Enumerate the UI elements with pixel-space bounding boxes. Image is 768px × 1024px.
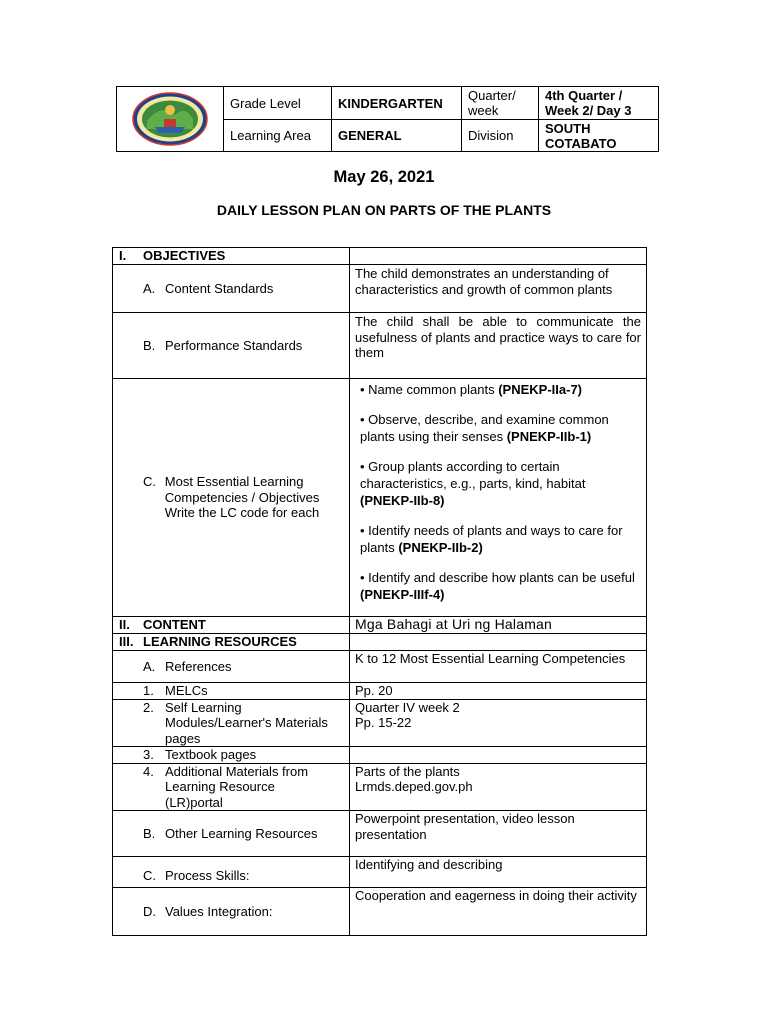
item-marker: D. (143, 903, 156, 919)
values-integration-row (113, 888, 647, 936)
references-label (113, 651, 350, 683)
item-marker: C. (143, 474, 156, 490)
competencies-value (350, 379, 647, 617)
references-value: K to 12 Most Essential Learning Competencies (350, 651, 647, 683)
item-label: Most Essential Learning Competencies / Objectives Write the LC code for each (164, 474, 320, 521)
slm-value-line-2: Pp. 15-22 (355, 715, 412, 730)
competency-code: (PNEKP-IIb-8) (360, 493, 445, 508)
competencies-list (355, 379, 641, 603)
lesson-plan-table (112, 247, 647, 936)
competency-text: • Name common plants (360, 382, 499, 397)
competency-item (360, 522, 636, 556)
competency-item (360, 458, 636, 509)
item-marker: B. (143, 337, 156, 353)
header-table (116, 86, 659, 152)
values-integration-value: Cooperation and eagerness in doing their activity (350, 888, 647, 936)
references-row (113, 651, 647, 683)
additional-value-line-2: Lrmds.deped.gov.ph (355, 779, 473, 794)
item-label: Performance Standards (165, 337, 303, 353)
learning-area-label: Learning Area (224, 120, 332, 152)
textbook-label (113, 747, 350, 764)
grade-level-value: KINDERGARTEN (332, 87, 462, 120)
item-marker: A. (143, 658, 156, 674)
textbook-value (350, 747, 647, 764)
item-marker: 2. (143, 699, 154, 715)
section-number: II. (119, 617, 130, 633)
competencies-label (113, 379, 350, 617)
section-label: CONTENT (143, 617, 206, 633)
performance-standards-value: The child shall be able to communicate the usefulness of plants and practice ways to care for them (350, 313, 647, 379)
performance-standards-row (113, 313, 647, 379)
lesson-title: DAILY LESSON PLAN ON PARTS OF THE PLANTS (216, 202, 552, 218)
content-heading (113, 617, 350, 634)
additional-materials-row (113, 763, 647, 811)
competency-code: (PNEKP-IIa-7) (498, 382, 583, 397)
division-value: SOUTH COTABATO (539, 120, 659, 152)
melcs-label (113, 683, 350, 700)
item-label: Other Learning Resources (165, 825, 318, 841)
content-value: Mga Bahagi at Uri ng Halaman (350, 617, 647, 634)
learning-resources-heading (113, 634, 350, 651)
slm-value-line-1: Quarter IV week 2 (355, 699, 460, 715)
quarter-value: 4th Quarter / Week 2/ Day 3 (539, 87, 659, 120)
additional-value-line-1: Parts of the plants (355, 763, 460, 779)
section-label: OBJECTIVES (143, 248, 226, 264)
lesson-date: May 26, 2021 (333, 168, 435, 186)
item-label: Values Integration: (165, 903, 273, 919)
empty-cell (350, 634, 647, 651)
competency-code: (PNEKP-IIb-2) (398, 540, 483, 555)
other-resources-label (113, 811, 350, 857)
additional-materials-value (350, 763, 647, 811)
competencies-row (113, 379, 647, 617)
other-resources-row (113, 811, 647, 857)
item-label: Content Standards (165, 280, 274, 296)
competency-code: (PNEKP-IIIf-4) (360, 587, 445, 602)
additional-materials-label (113, 763, 350, 811)
grade-level-label: Grade Level (224, 87, 332, 120)
item-label: References (165, 658, 232, 674)
process-skills-label (113, 857, 350, 888)
item-marker: C. (143, 867, 156, 883)
content-standards-label (113, 265, 350, 313)
item-marker: 1. (143, 683, 154, 698)
section-number: I. (119, 248, 127, 264)
learning-area-value: GENERAL (332, 120, 462, 152)
item-marker: 3. (143, 747, 154, 762)
item-label: Textbook pages (165, 747, 257, 762)
division-label: Division (462, 120, 539, 152)
values-integration-label (113, 888, 350, 936)
melcs-value: Pp. 20 (350, 683, 647, 700)
item-marker: 4. (143, 763, 154, 779)
objectives-heading (113, 248, 350, 265)
learning-resources-row (113, 634, 647, 651)
competency-item (360, 381, 636, 398)
process-skills-value: Identifying and describing (350, 857, 647, 888)
item-marker: B. (143, 825, 156, 841)
empty-cell (350, 248, 647, 265)
slm-row (113, 699, 647, 747)
textbook-row (113, 747, 647, 764)
content-row (113, 617, 647, 634)
competency-text: • Observe, describe, and examine common plants using their senses (360, 412, 609, 444)
item-label: Additional Materials from Learning Resource (LR)portal (165, 763, 309, 810)
logo-cell (117, 87, 224, 152)
slm-value (350, 699, 647, 747)
division-seal-logo (117, 88, 223, 151)
item-label: Self Learning Modules/Learner's Materials pages (165, 699, 328, 746)
section-number: III. (119, 634, 134, 650)
section-label: LEARNING RESOURCES (143, 634, 297, 650)
melcs-row (113, 683, 647, 700)
item-label: MELCs (165, 683, 208, 698)
competency-text: • Group plants according to certain characteristics, e.g., parts, kind, habitat (360, 459, 586, 491)
competency-item (360, 569, 636, 603)
objectives-row (113, 248, 647, 265)
competency-code: (PNEKP-IIb-1) (506, 429, 592, 444)
competency-item (360, 411, 636, 445)
slm-label (113, 699, 350, 747)
content-standards-value: The child demonstrates an understanding of characteristics and growth of common plants (350, 265, 647, 313)
competency-text: • Identify and describe how plants can be useful (360, 570, 635, 585)
item-marker: A. (143, 280, 156, 296)
performance-standards-label (113, 313, 350, 379)
quarter-label: Quarter/ week (462, 87, 539, 120)
content-standards-row (113, 265, 647, 313)
other-resources-value: Powerpoint presentation, video lesson presentation (350, 811, 647, 857)
seal-icon (131, 91, 209, 147)
item-label: Process Skills: (165, 867, 250, 883)
process-skills-row (113, 857, 647, 888)
competency-text: • Identify needs of plants and ways to care for plants (360, 523, 623, 555)
